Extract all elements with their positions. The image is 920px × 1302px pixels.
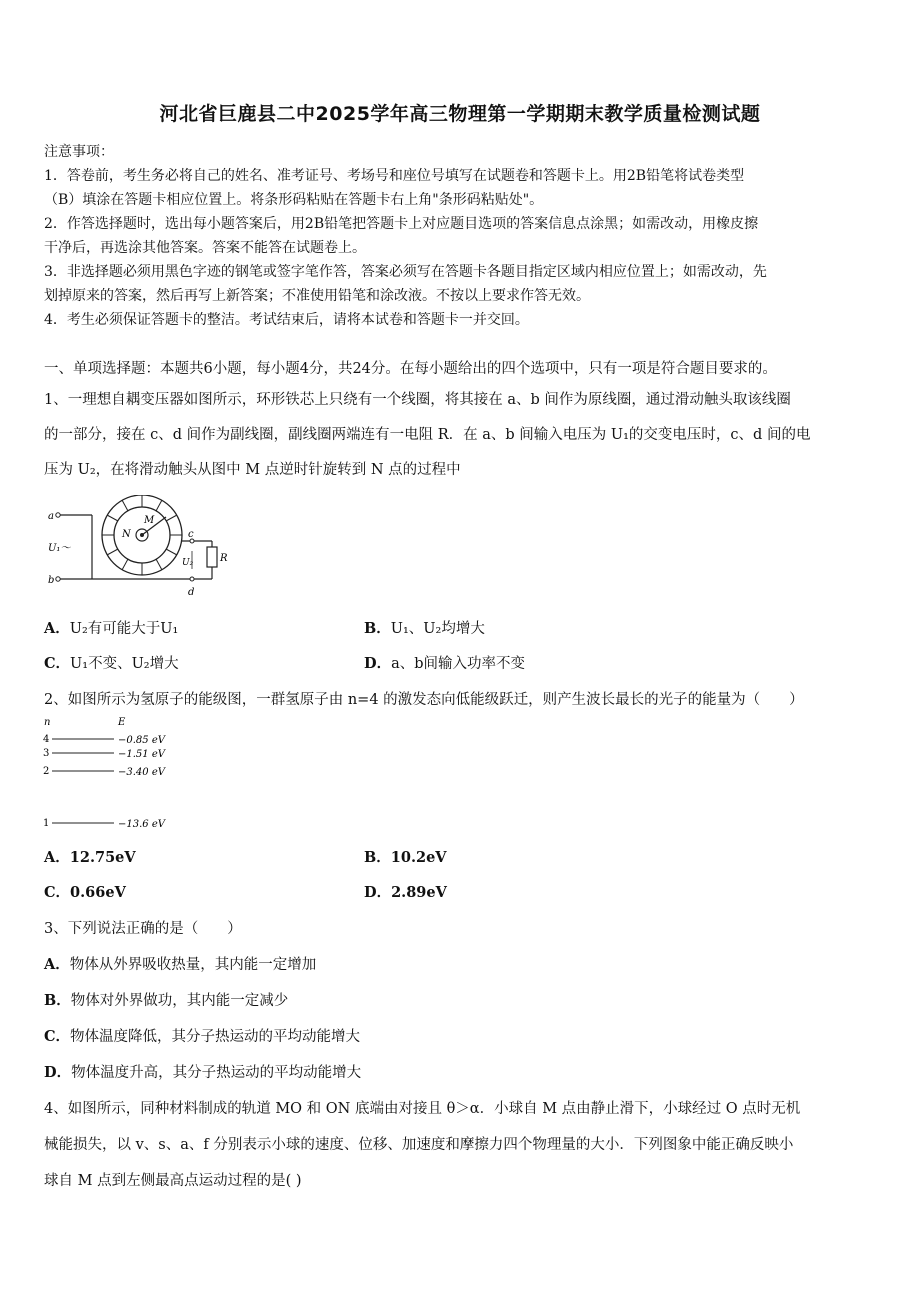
level-e-2: −3.40 eV bbox=[118, 767, 165, 778]
label-d: d bbox=[188, 587, 195, 598]
e-axis-label: E bbox=[118, 717, 126, 728]
level-n-3: 3 bbox=[43, 748, 50, 759]
q4-stem-line-3: 球自 M 点到左侧最高点运动过程的是( ) bbox=[44, 1173, 302, 1189]
notice-line-2: （B）填涂在答题卡相应位置上。将条形码粘贴在答题卡右上角"条形码粘贴处"。 bbox=[44, 192, 544, 208]
q3-option-c[interactable]: C．物体温度降低，其分子热运动的平均动能增大 bbox=[44, 1028, 361, 1045]
label-U2: U₂ bbox=[182, 558, 194, 568]
label-N: N bbox=[122, 529, 131, 540]
notice-line-7: 4．考生必须保证答题卡的整洁。考试结束后，请将本试卷和答题卡一并交回。 bbox=[44, 312, 529, 328]
n-axis-label: n bbox=[44, 717, 51, 728]
label-R: R bbox=[220, 553, 228, 564]
q4-stem-line-2: 械能损失，以 v、s、a、f 分别表示小球的速度、位移、加速度和摩擦力四个物理量的大小．下列图象中能正确反映小 bbox=[44, 1137, 794, 1153]
page-title: 河北省巨鹿县二中2025学年高三物理第一学期期末教学质量检测试题 bbox=[159, 103, 761, 125]
q1-option-d[interactable]: D．a、b间输入功率不变 bbox=[364, 655, 526, 672]
q1-option-a[interactable]: A．U₂有可能大于U₁ bbox=[44, 620, 179, 637]
notice-line-6: 划掉原来的答案，然后再写上新答案；不准使用铅笔和涂改液。不按以上要求作答无效。 bbox=[44, 288, 590, 304]
q2-option-c[interactable]: C．0.66eV bbox=[44, 884, 126, 901]
q3-stem: 3、下列说法正确的是（ ） bbox=[44, 921, 242, 937]
level-e-4: −0.85 eV bbox=[118, 735, 165, 746]
label-M: M bbox=[144, 515, 155, 526]
q3-option-b[interactable]: B．物体对外界做功，其内能一定减少 bbox=[44, 992, 289, 1009]
notice-line-5: 3．非选择题必须用黑色字迹的钢笔或签字笔作答，答案必须写在答题卡各题目指定区域内相应位置上；如需改动，先 bbox=[44, 264, 767, 280]
level-n-1: 1 bbox=[43, 818, 50, 829]
level-e-3: −1.51 eV bbox=[118, 749, 165, 760]
label-a: a bbox=[48, 511, 54, 522]
q4-stem-line-1: 4、如图所示，同种材料制成的轨道 MO 和 ON 底端由对接且 θ＞α．小球自 M 点由静止滑下，小球经过 O 点时无机 bbox=[44, 1101, 801, 1117]
notice-line-3: 2．作答选择题时，选出每小题答案后，用2B铅笔把答题卡上对应题目选项的答案信息点涂黑；如需改动，用橡皮擦 bbox=[44, 216, 759, 232]
notice-heading: 注意事项： bbox=[44, 144, 114, 160]
notice-line-1: 1．答卷前，考生务必将自己的姓名、准考证号、考场号和座位号填写在试题卷和答题卡上。用2B铅笔将试卷类型 bbox=[44, 168, 745, 184]
q3-option-d[interactable]: D．物体温度升高，其分子热运动的平均动能增大 bbox=[44, 1064, 362, 1081]
q1-stem-line-1: 1、一理想自耦变压器如图所示，环形铁芯上只绕有一个线圈，将其接在 a、b 间作为原线圈，通过滑动触头取该线圈 bbox=[44, 392, 791, 408]
notice-line-4: 干净后，再选涂其他答案。答案不能答在试题卷上。 bbox=[44, 240, 366, 256]
energy-level-figure bbox=[40, 713, 190, 833]
q2-stem: 2、如图所示为氢原子的能级图，一群氢原子由 n=4 的激发态向低能级跃迁，则产生波长最长的光子的能量为（ ） bbox=[44, 692, 804, 708]
q3-option-a[interactable]: A．物体从外界吸收热量，其内能一定增加 bbox=[44, 956, 317, 973]
q1-stem-line-2: 的一部分，接在 c、d 间作为副线圈，副线圈两端连有一电阻 R．在 a、b 间输入电压为 U₁的交变电压时，c、d 间的电 bbox=[44, 427, 811, 443]
section-heading: 一、单项选择题：本题共6小题，每小题4分，共24分。在每小题给出的四个选项中，只有一项是符合题目要求的。 bbox=[44, 361, 777, 377]
q1-stem-line-3: 压为 U₂，在将滑动触头从图中 M 点逆时针旋转到 N 点的过程中 bbox=[44, 462, 461, 478]
q2-option-b[interactable]: B．10.2eV bbox=[364, 849, 447, 866]
level-n-4: 4 bbox=[43, 734, 50, 745]
label-b: b bbox=[48, 575, 55, 586]
level-n-2: 2 bbox=[43, 766, 50, 777]
q2-option-d[interactable]: D．2.89eV bbox=[364, 884, 447, 901]
transformer-figure bbox=[44, 495, 244, 605]
label-c: c bbox=[188, 529, 194, 540]
q1-option-b[interactable]: B．U₁、U₂均增大 bbox=[364, 620, 485, 637]
q2-option-a[interactable]: A．12.75eV bbox=[44, 849, 136, 866]
q1-option-c[interactable]: C．U₁不变、U₂增大 bbox=[44, 655, 179, 672]
label-U1: U₁～ bbox=[48, 543, 71, 554]
level-e-1: −13.6 eV bbox=[118, 819, 165, 830]
